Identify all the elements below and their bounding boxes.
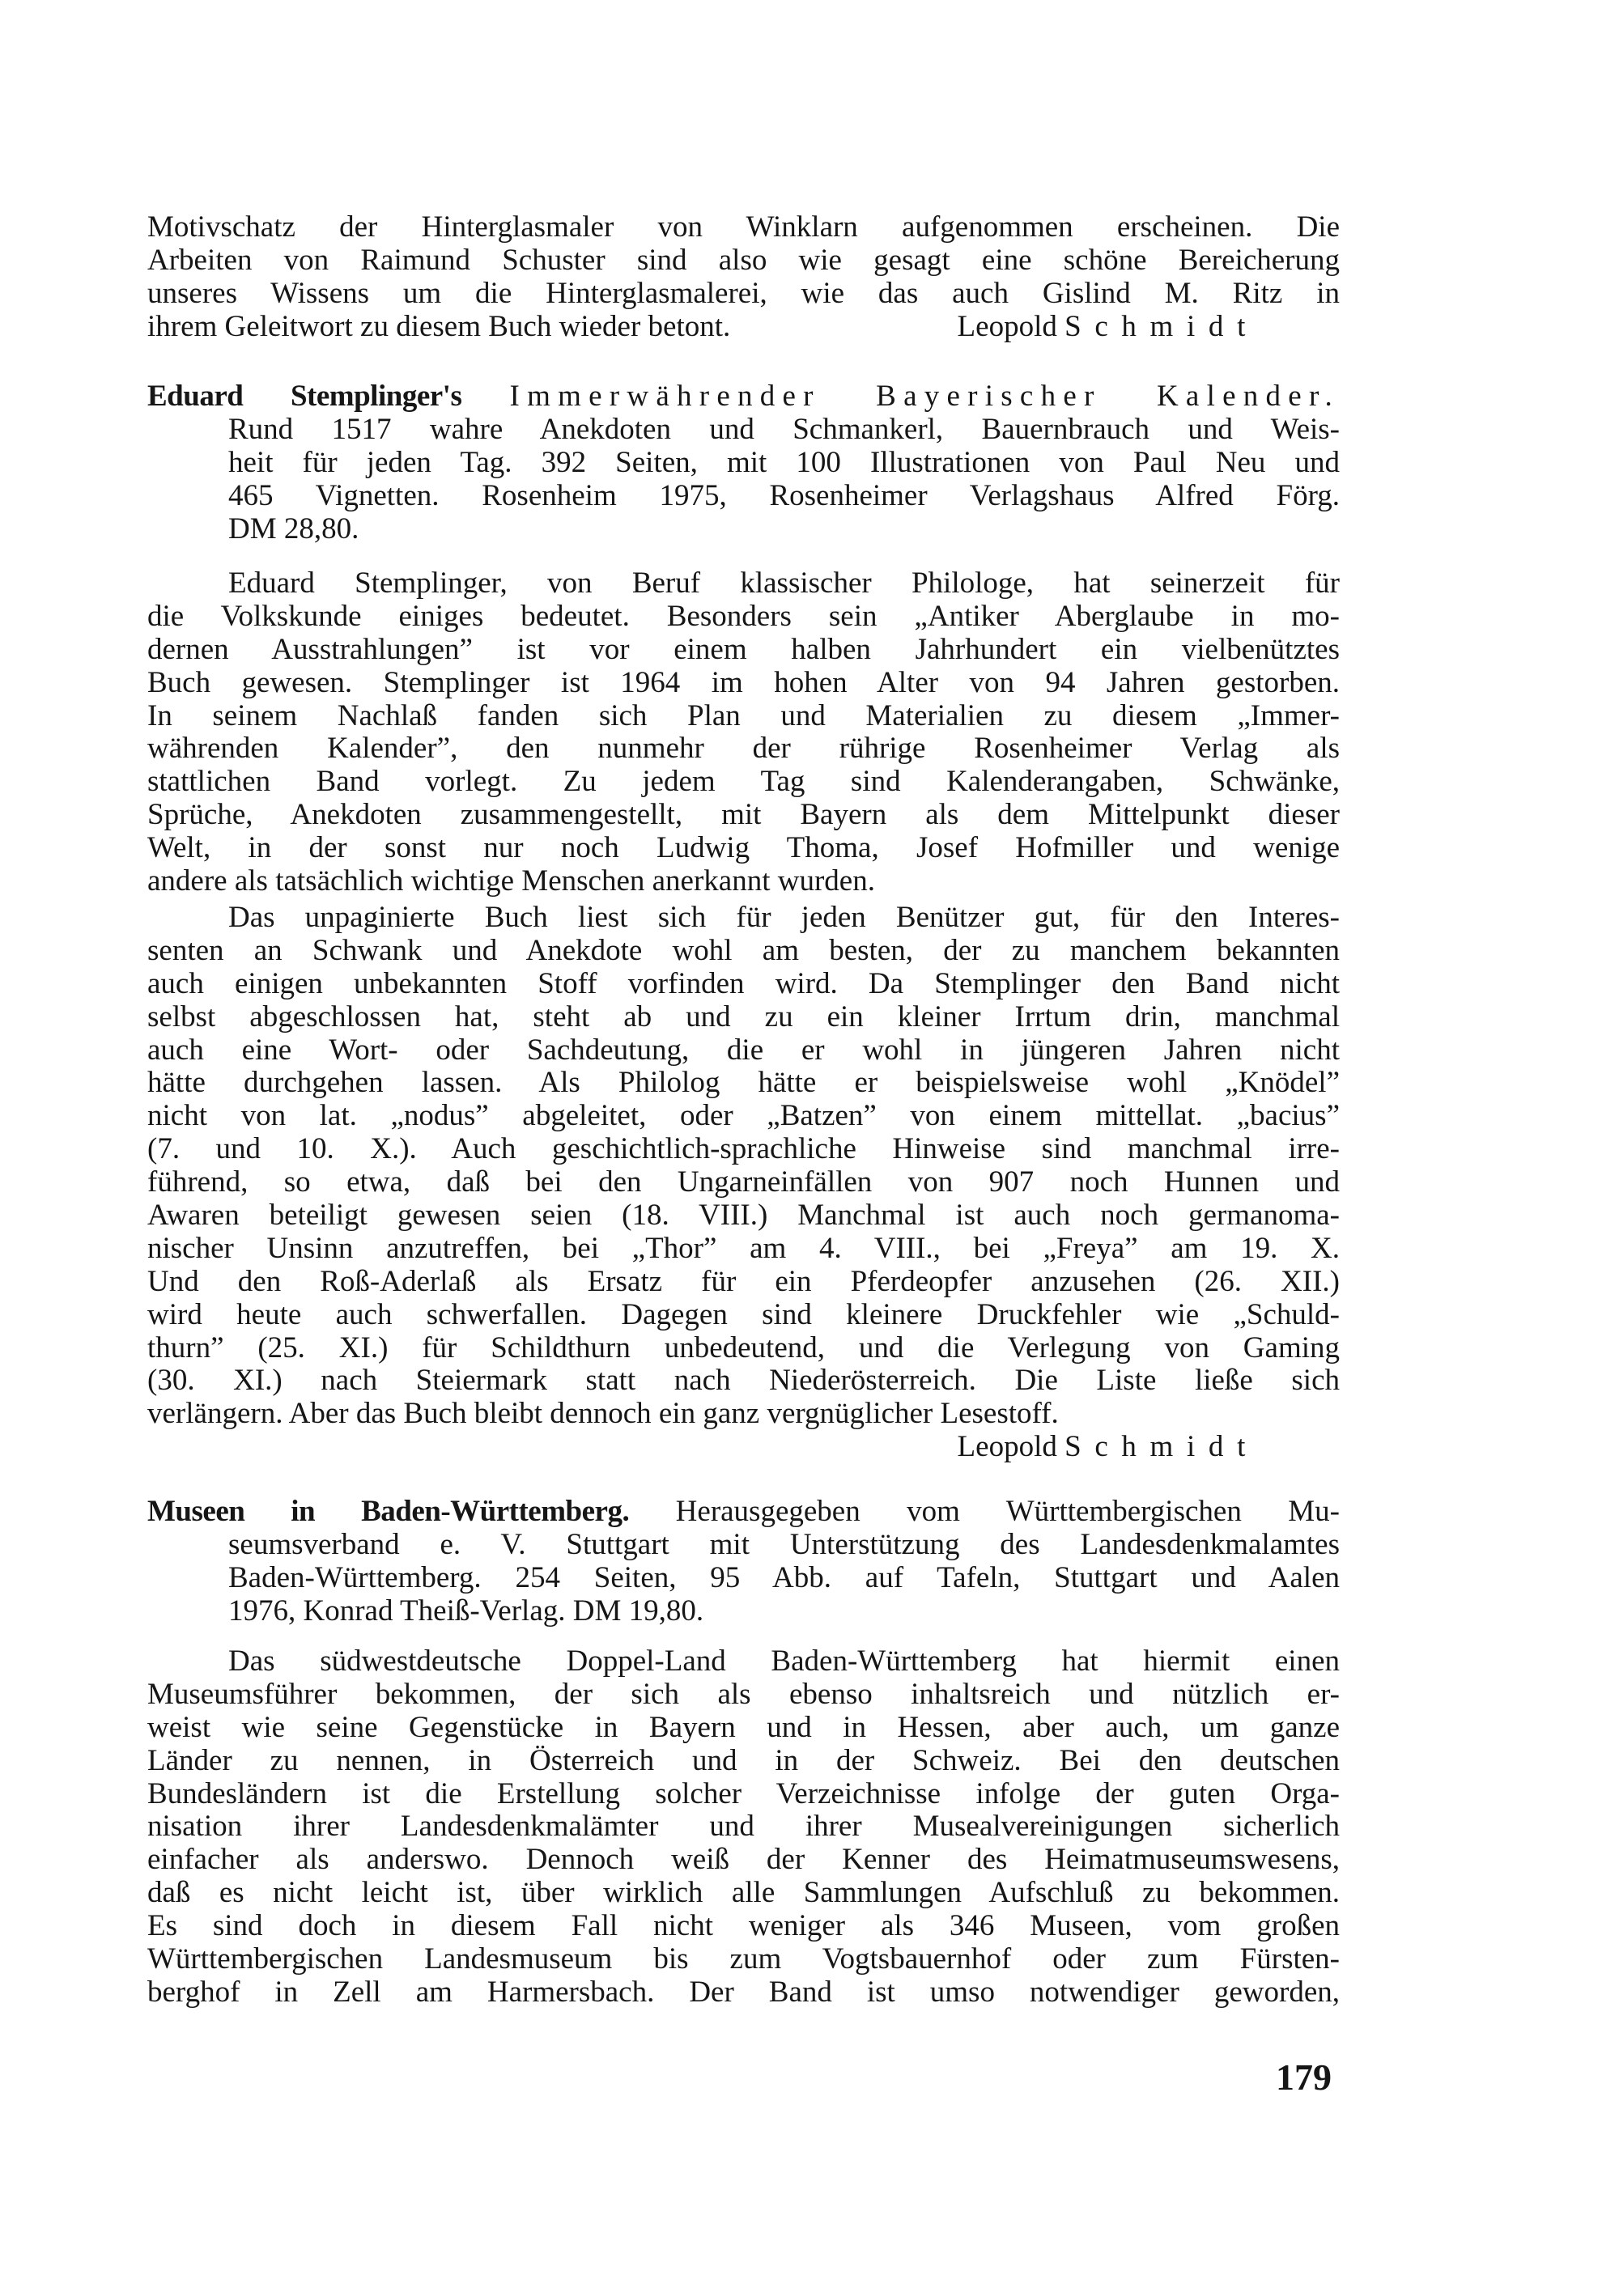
text-line: Baden-Württemberg. 254 Seiten, 95 Abb. auf Tafeln, Stuttgart und Aalen xyxy=(228,1560,1340,1594)
text-line: Und den Roß-Aderlaß als Ersatz für ein Pferdeopfer anzusehen (26. XII.) xyxy=(147,1264,1340,1298)
text-line: wird heute auch schwerfallen. Dagegen sind kleinere Druckfehler wie „Schuld- xyxy=(147,1297,1340,1331)
reviewer-signature xyxy=(958,1431,1259,1464)
text-line: unseres Wissens um die Hinterglasmalerei, wie das auch Gislind M. Ritz in xyxy=(147,276,1340,310)
text-line: hätte durchgehen lassen. Als Philolog hätte er beispielsweise wohl „Knödel” xyxy=(147,1066,1340,1100)
text-lines xyxy=(147,902,1340,1431)
text-line: Eduard Stemplinger, von Beruf klassischer Philologe, hat seinerzeit für xyxy=(228,567,1340,600)
text-lines xyxy=(147,211,1340,311)
text-line: Welt, in der sonst nur noch Ludwig Thoma, Josef Hofmiller und wenige xyxy=(147,831,1340,865)
text-lines xyxy=(147,1529,1340,1628)
text-line: heit für jeden Tag. 392 Seiten, mit 100 Illustrationen von Paul Neu und xyxy=(228,445,1340,479)
text-line: senten an Schwank und Anekdote wohl am besten, der zu manchem bekannten xyxy=(147,933,1340,967)
review-kalender-paragraph-2 xyxy=(147,902,1340,1464)
text-lines xyxy=(147,567,1340,898)
text-line: Das unpaginierte Buch liest sich für jeden Benützer gut, für den Interes- xyxy=(228,901,1340,934)
text-line: nischer Unsinn anzutreffen, bei „Thor” am 4. VIII., bei „Freya” am 19. X. xyxy=(147,1231,1340,1265)
review-museen-paragraph-1 xyxy=(147,1645,1340,2010)
text-line: weist wie seine Gegenstücke in Bayern und in Hessen, aber auch, um ganze xyxy=(147,1710,1340,1744)
text-line: Länder zu nennen, in Österreich und in der Schweiz. Bei den deutschen xyxy=(147,1743,1340,1777)
text-line: thurn” (25. XI.) für Schildthurn unbedeutend, und die Verlegung von Gaming xyxy=(147,1330,1340,1364)
text-lines xyxy=(147,1645,1340,2010)
text-line: auch einigen unbekannten Stoff vorfinden wird. Da Stemplinger den Band nicht xyxy=(147,966,1340,1000)
text-line: daß es nicht leicht ist, über wirklich alle Sammlungen Aufschluß zu bekommen. xyxy=(147,1876,1340,1910)
text-line: einfacher als anderswo. Dennoch weiß der Kenner des Heimatmuseumswesens, xyxy=(147,1843,1340,1877)
text-line: seumsverband e. V. Stuttgart mit Unterstützung des Landesdenkmalamtes xyxy=(228,1527,1340,1561)
text-line xyxy=(147,311,1340,344)
book-details: Herausgegeben vom Württembergischen Mu- xyxy=(675,1495,1340,1528)
text-line: (7. und 10. X.). Auch geschichtlich-sprachliche Hinweise sind manchmal irre- xyxy=(147,1132,1340,1166)
book-title: Immerwährender Bayerischer Kalender. xyxy=(509,380,1341,413)
text-line: Sprüche, Anekdoten zusammengestellt, mit Bayern als dem Mittelpunkt dieser xyxy=(147,798,1340,832)
text-line: Es sind doch in diesem Fall nicht weniger als 346 Museen, vom großen xyxy=(147,1909,1340,1943)
reviewer-signature xyxy=(958,311,1259,344)
bibliographic-heading-line xyxy=(147,1496,1340,1529)
text-line: dernen Ausstrahlungen” ist vor einem halben Jahrhundert ein vielbenütztes xyxy=(147,632,1340,666)
text-line: die Volkskunde einiges bedeutet. Besonders sein „Antiker Aberglaube in mo- xyxy=(147,599,1340,633)
text-line: Museumsführer bekommen, der sich als ebenso inhaltsreich und nützlich er- xyxy=(147,1677,1340,1711)
text-line: 1976, Konrad Theiß-Verlag. DM 19,80. xyxy=(228,1594,704,1628)
text-line: DM 28,80. xyxy=(228,511,359,545)
signature-first-name: Leopold xyxy=(957,1430,1057,1464)
text-line: nisation ihrer Landesdenkmalämter und ihrer Musealvereinigungen sicherlich xyxy=(147,1810,1340,1844)
review-museen-heading xyxy=(147,1496,1340,1628)
bibliographic-heading-line xyxy=(147,380,1340,414)
text-line: Das südwestdeutsche Doppel-Land Baden-Württemberg hat hiermit einen xyxy=(228,1645,1340,1678)
text-line: stattlichen Band vorlegt. Zu jedem Tag sind Kalenderangaben, Schwänke, xyxy=(147,765,1340,799)
text-line: Awaren beteiligt gewesen seien (18. VIII.) Manchmal ist auch noch germanoma- xyxy=(147,1199,1340,1233)
text-line: (30. XI.) nach Steiermark statt nach Niederösterreich. Die Liste ließe sich xyxy=(147,1364,1340,1398)
text-line: Buch gewesen. Stemplinger ist 1964 im hohen Alter von 94 Jahren gestorben. xyxy=(147,665,1340,699)
text-line: Rund 1517 wahre Anekdoten und Schmankerl, Bauernbrauch und Weis- xyxy=(228,412,1340,446)
text-line: Arbeiten von Raimund Schuster sind also wie gesagt eine schöne Bereicherung xyxy=(147,243,1340,277)
text-line: verlängern. Aber das Buch bleibt dennoch ein ganz vergnüglicher Lesestoff. xyxy=(147,1397,1059,1431)
text-line: Württembergischen Landesmuseum bis zum Vogtsbauernhof oder zum Fürsten- xyxy=(147,1942,1340,1976)
text-line: selbst abgeschlossen hat, steht ab und zu ein kleiner Irrtum drin, manchmal xyxy=(147,999,1340,1033)
text-line: andere als tatsächlich wichtige Menschen anerkannt wurden. xyxy=(147,864,875,898)
signature-line xyxy=(147,1431,1340,1464)
book-author: Eduard Stemplinger's xyxy=(147,380,462,413)
text-line: nicht von lat. „nodus” abgeleitet, oder „Batzen” von einem mittellat. „bacius” xyxy=(147,1099,1340,1133)
review-kalender-paragraph-1 xyxy=(147,567,1340,898)
review-hinterglas-end xyxy=(147,211,1340,344)
text-line: auch eine Wort- oder Sachdeutung, die er wohl in jüngeren Jahren nicht xyxy=(147,1033,1340,1067)
text-line: führend, so etwa, daß bei den Ungarneinfällen von 907 noch Hunnen und xyxy=(147,1165,1340,1199)
text-lines xyxy=(147,414,1340,546)
text-line: In seinem Nachlaß fanden sich Plan und Materialien zu diesem „Immer- xyxy=(147,698,1340,732)
text-line-content: ihrem Geleitwort zu diesem Buch wieder betont. xyxy=(147,309,731,343)
text-line: Motivschatz der Hinterglasmaler von Winklarn aufgenommen erscheinen. Die xyxy=(147,210,1340,244)
page-number: 179 xyxy=(1276,2056,1332,2098)
signature-first-name: Leopold xyxy=(957,309,1057,343)
text-line: währenden Kalender”, den nunmehr der rührige Rosenheimer Verlag als xyxy=(147,732,1340,766)
book-title: Museen in Baden-Württemberg. xyxy=(147,1495,630,1528)
text-line: berghof in Zell am Harmersbach. Der Band ist umso notwendiger geworden, xyxy=(147,1975,1340,2009)
text-line: 465 Vignetten. Rosenheim 1975, Rosenheimer Verlagshaus Alfred Förg. xyxy=(228,478,1340,512)
signature-last-name: Schmidt xyxy=(1064,1430,1259,1464)
text-line: Bundesländern ist die Erstellung solcher Verzeichnisse infolge der guten Orga- xyxy=(147,1776,1340,1810)
signature-last-name: Schmidt xyxy=(1064,309,1259,343)
review-kalender-heading xyxy=(147,380,1340,545)
